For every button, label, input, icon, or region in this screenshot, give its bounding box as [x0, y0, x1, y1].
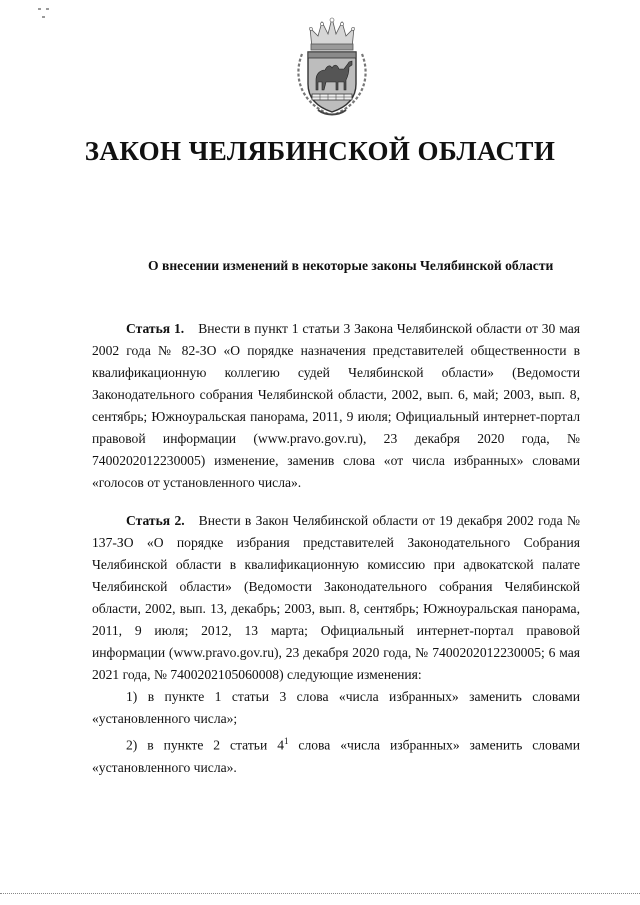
- article-2-item-1: 1) в пункте 1 статьи 3 слова «числа избранных» заменить словами «установленного числа»;: [92, 689, 580, 726]
- document-body: [92, 318, 580, 779]
- scan-corner-mark: [38, 8, 52, 24]
- article-2-label: Статья 2.: [126, 513, 185, 528]
- document-title: ЗАКОН ЧЕЛЯБИНСКОЙ ОБЛАСТИ: [84, 136, 556, 166]
- page-bottom-rule: [0, 893, 640, 894]
- article-2-text: Внести в Закон Челябинской области от 19 декабря 2002 года № 137-ЗО «О порядке избрания представителей Законодательного Собрания Челябинской области в квалификационную комиссию при адвокатской палате Челябинской области» (Ведомости Законодательного собрания Челябинской области, 2002, вып. 13, декабрь; 2003, вып. 8, сентябрь; Южноуральская панорама, 2011, 9 июля; 2012, 13 марта; Официальный интернет-портал правовой информации (www.pravo.gov.ru), 23 декабря 2020 года, № 7400202012230005; 6 мая 2021 года, № 7400202105060008) следующие изменения:: [92, 513, 580, 682]
- chelyabinsk-coat-of-arms-icon: [292, 14, 372, 118]
- article-1-text: Внести в пункт 1 статьи 3 Закона Челябинской области от 30 мая 2002 года № 82-ЗО «О порядке назначения представителей общественности в квалификационную коллегию судей Челябинской области» (Ведомости Законодательного собрания Челябинской области, 2002, вып. 6, май; 2003, вып. 8, сентябрь; Южноуральская панорама, 2011, 9 июля; Официальный интернет-портал правовой информации (www.pravo.gov.ru), 23 декабря 2020 года, № 7400202012230005) изменение, заменив слова «от числа избранных» словами «голосов от установленного числа».: [92, 321, 580, 490]
- article-2: [92, 510, 580, 686]
- article-2-item-2: [92, 730, 580, 779]
- article-2-item-2-before: 2) в пункте 2 статьи 4: [126, 737, 284, 753]
- article-1-label: Статья 1.: [126, 321, 185, 336]
- article-1: [92, 318, 580, 494]
- article-2-item-2-after: слова «числа избранных» заменить словами «установленного числа».: [92, 737, 580, 775]
- document-subtitle: О внесении изменений в некоторые законы Челябинской области: [148, 258, 554, 273]
- article-2-item-2-superscript: 1: [284, 736, 289, 746]
